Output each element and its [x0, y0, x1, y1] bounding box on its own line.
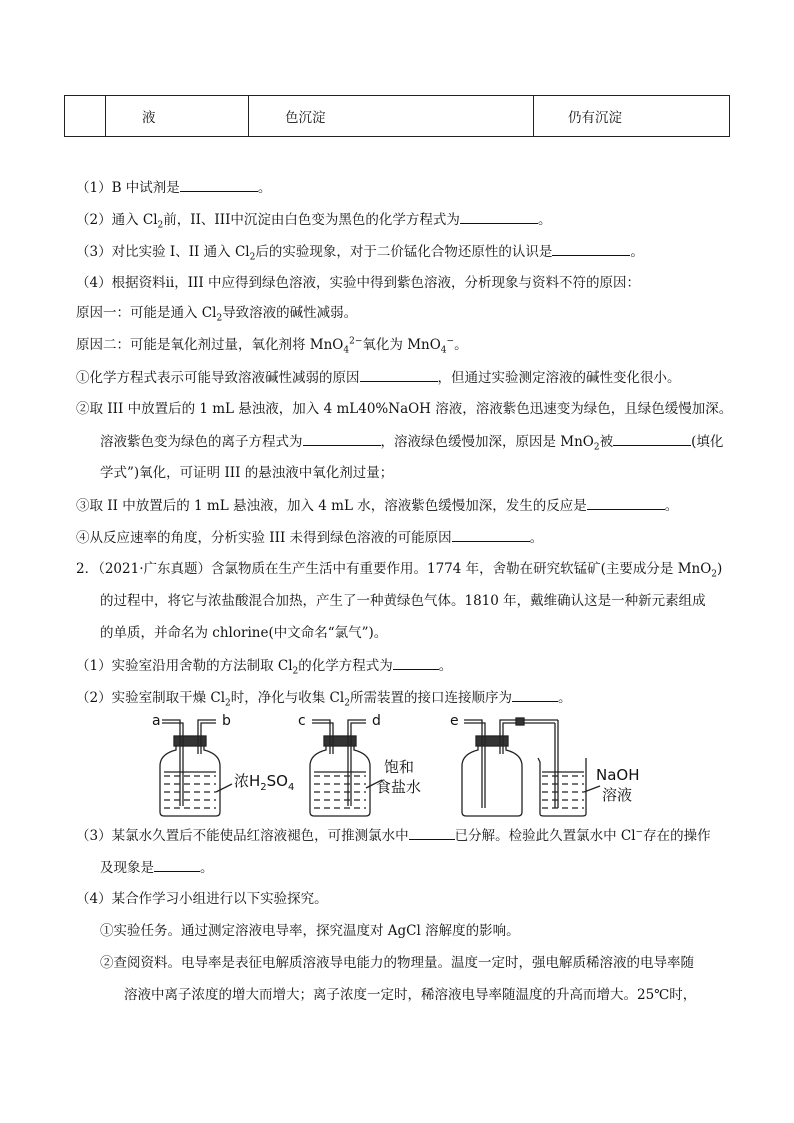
- problem-2-q4-info-cont: 溶液中离子浓度的增大而增大；离子浓度一定时，稀溶液电导率随温度的升高而增大。25℃时，: [124, 987, 697, 1003]
- apparatus-diagram: [150, 714, 650, 818]
- problem-2-stem-cont: 的过程中，将它与浓盐酸混合加热，产生了一种黄绿色气体。1810 年，戴维确认这是一种新元素组成: [100, 593, 706, 609]
- problem-2-q4-info: ②查阅资料。电导率是表征电解质溶液导电能力的物理量。温度一定时，强电解质稀溶液的电导率随: [100, 955, 694, 971]
- port-label-a: a: [152, 714, 161, 729]
- answer-blank[interactable]: [154, 857, 200, 872]
- bottle-1-label: 浓$H_2SO_4$: [234, 772, 295, 793]
- beaker-label-1: NaOH: [596, 766, 640, 784]
- problem-2-q1: （1）实验室沿用舍勒的方法制取 $Cl_2$的化学方程式为 。: [76, 655, 452, 676]
- port-label-c: c: [298, 714, 306, 729]
- table-cell: 色沉淀: [249, 96, 534, 137]
- subquestion-2: ②取 III 中放置后的 1 mL 悬浊液，加入 4 mL40%NaOH 溶液，溶液紫色迅速变为绿色，且绿色缓慢加深。: [76, 401, 733, 417]
- question-1: （1）B 中试剂是 。: [76, 177, 271, 198]
- problem-2-q4-task: ①实验任务。通过测定溶液电导率，探究温度对 AgCl 溶解度的影响。: [100, 923, 520, 939]
- problem-2-q2: （2）实验室制取干燥 $Cl_2$时，净化与收集 $Cl_2$所需装置的接口连接顺序为 。: [76, 687, 571, 708]
- port-label-d: d: [372, 714, 381, 729]
- problem-2-stem-cont2: 的单质，并命名为 chlorine(中文命名“氯气”)。: [100, 625, 388, 641]
- wash-bottle-1: [160, 720, 232, 816]
- answer-blank[interactable]: [393, 655, 439, 670]
- answer-blank[interactable]: [303, 431, 381, 446]
- collection-bottle: [462, 718, 558, 816]
- answer-blank[interactable]: [180, 177, 258, 192]
- problem-2-q4: （4）某合作学习小组进行以下实验探究。: [76, 891, 328, 907]
- reason-2: 原因二：可能是氧化剂过量，氧化剂将 MnO$_4^{2-}$氧化为 MnO$_4$−。: [76, 336, 468, 356]
- subquestion-2-cont: 溶液紫色变为绿色的离子方程式为 ，溶液绿色缓慢加深，原因是 MnO$_2$被 (填化: [100, 431, 723, 452]
- question-4: （4）根据资料ⅱ，III 中应得到绿色溶液，实验中得到紫色溶液，分析现象与资料不符的原因：: [76, 275, 641, 291]
- table-cell: 仍有沉淀: [534, 96, 730, 137]
- data-table: [64, 95, 730, 137]
- answer-blank[interactable]: [360, 367, 438, 382]
- subquestion-4: ④从反应速率的角度，分析实验 III 未得到绿色溶液的可能原因 。: [76, 527, 543, 548]
- subquestion-3: ③取 II 中放置后的 1 mL 悬浊液，加入 4 mL 水，溶液紫色缓慢加深，发生的反应是 。: [76, 495, 678, 516]
- problem-2-stem: 2．（2021·广东真题）含氯物质在生产生活中有重要作用。1774 年，舍勒在研究软锰矿(主要成分是 MnO$_2$): [76, 561, 723, 580]
- answer-blank[interactable]: [452, 527, 530, 542]
- question-2: （2）通入 $Cl_2$前，II、III中沉淀由白色变为黑色的化学方程式为 。: [76, 209, 551, 230]
- problem-2-q3: （3）某氯水久置后不能使品红溶液褪色，可推测氯水中 已分解。检验此久置氯水中 Cl−存在的操作: [76, 825, 711, 846]
- subquestion-1: ①化学方程式表示可能导致溶液碱性减弱的原因 ，但通过实验测定溶液的碱性变化很小。: [76, 367, 681, 388]
- bottle-2-label-2: 食盐水: [376, 778, 422, 796]
- answer-blank[interactable]: [460, 209, 538, 224]
- table-cell: [65, 96, 106, 137]
- answer-blank[interactable]: [587, 495, 665, 510]
- answer-blank[interactable]: [552, 241, 630, 256]
- wash-bottle-2: [310, 720, 382, 816]
- subquestion-2-cont2: 学式”)氧化，可证明 III 的悬浊液中氧化剂过量；: [100, 465, 394, 481]
- answer-blank[interactable]: [409, 825, 455, 840]
- reason-1: 原因一：可能是通入 $Cl_2$导致溶液的碱性减弱。: [76, 305, 358, 324]
- bottle-2-label-1: 饱和: [384, 758, 415, 776]
- beaker-label-2: 溶液: [602, 786, 633, 804]
- port-label-b: b: [222, 714, 231, 729]
- problem-2-q3-cont: 及现象是 。: [100, 857, 214, 878]
- port-label-e: e: [450, 714, 459, 729]
- beaker: [538, 758, 600, 816]
- answer-blank[interactable]: [512, 687, 558, 702]
- table-row: [65, 96, 730, 137]
- question-3: （3）对比实验 I、II 通入 $Cl_2$后的实验现象，对于二价锰化合物还原性的认识是 。: [76, 241, 644, 262]
- table-cell: 液: [106, 96, 249, 137]
- answer-blank[interactable]: [613, 431, 691, 446]
